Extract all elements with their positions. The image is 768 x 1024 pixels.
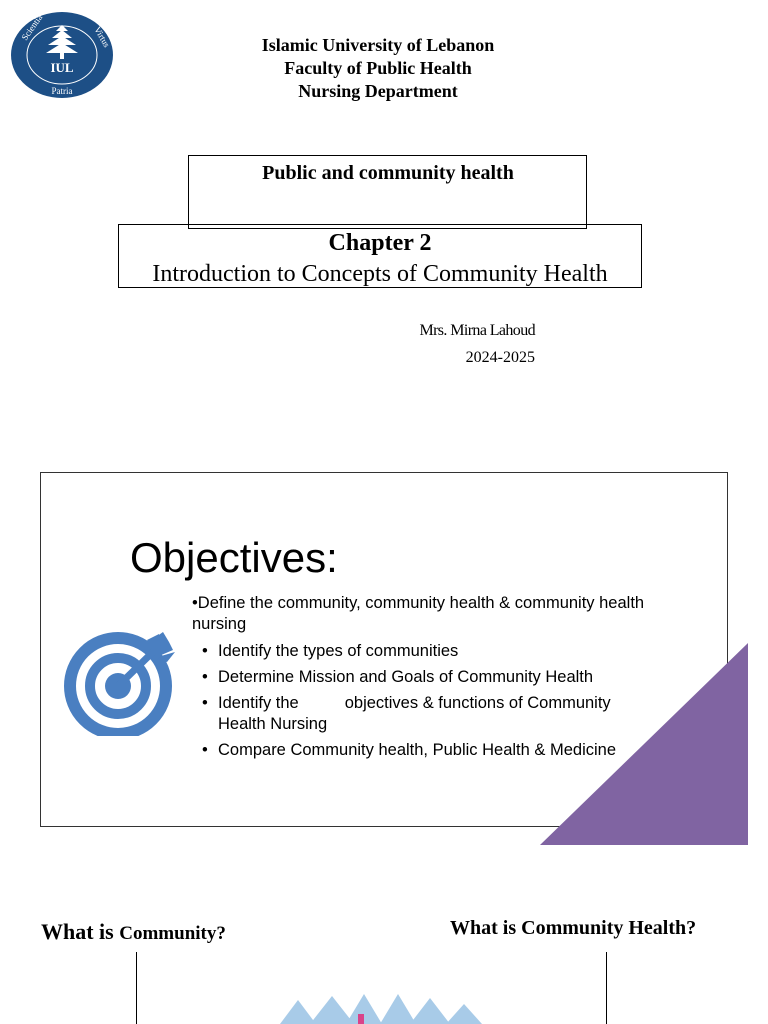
- objectives-title: Objectives:: [130, 534, 338, 581]
- objectives-list: [200, 641, 640, 766]
- question-suffix: Community?: [119, 923, 226, 944]
- list-item-text: objectives & functions of Community Health Nursing: [218, 694, 611, 733]
- list-item-text: Identify the types of communities: [218, 642, 459, 660]
- university-name: Islamic University of Lebanon: [261, 35, 495, 55]
- list-item-text: Determine Mission and Goals of Community Health: [218, 668, 594, 686]
- logo-center-text: IUL: [50, 60, 74, 75]
- list-item: [200, 667, 640, 688]
- list-item: [200, 641, 640, 662]
- academic-year: 2024-2025: [465, 349, 535, 366]
- question-prefix: What is: [41, 919, 114, 944]
- target-icon: [63, 632, 179, 736]
- author-name: Mrs. Mirna Lahoud: [419, 322, 535, 339]
- list-item-text: Identify the: [218, 694, 299, 712]
- question-community-health: What is Community Health?: [450, 917, 697, 939]
- list-item-text: Compare Community health, Public Health & Medicine: [218, 741, 617, 759]
- chapter-number: Chapter 2: [328, 230, 432, 256]
- community-illustration: [260, 990, 500, 1024]
- department-name: Nursing Department: [298, 81, 458, 101]
- list-item: [200, 740, 640, 761]
- divider-line: [606, 952, 607, 1024]
- faculty-name: Faculty of Public Health: [284, 58, 472, 78]
- chapter-title: Introduction to Concepts of Community Health: [152, 261, 608, 287]
- divider-line: [136, 952, 137, 1024]
- logo-right-text: Virtus: [92, 25, 112, 50]
- logo-bottom-text: Patria: [51, 86, 73, 96]
- question-community: [41, 918, 226, 948]
- list-item: [200, 693, 640, 735]
- objective-lead: •Define the community, community health & community health nursing: [192, 594, 645, 633]
- logo-top-text: Scientia: [19, 12, 45, 43]
- course-title: Public and community health: [262, 162, 514, 184]
